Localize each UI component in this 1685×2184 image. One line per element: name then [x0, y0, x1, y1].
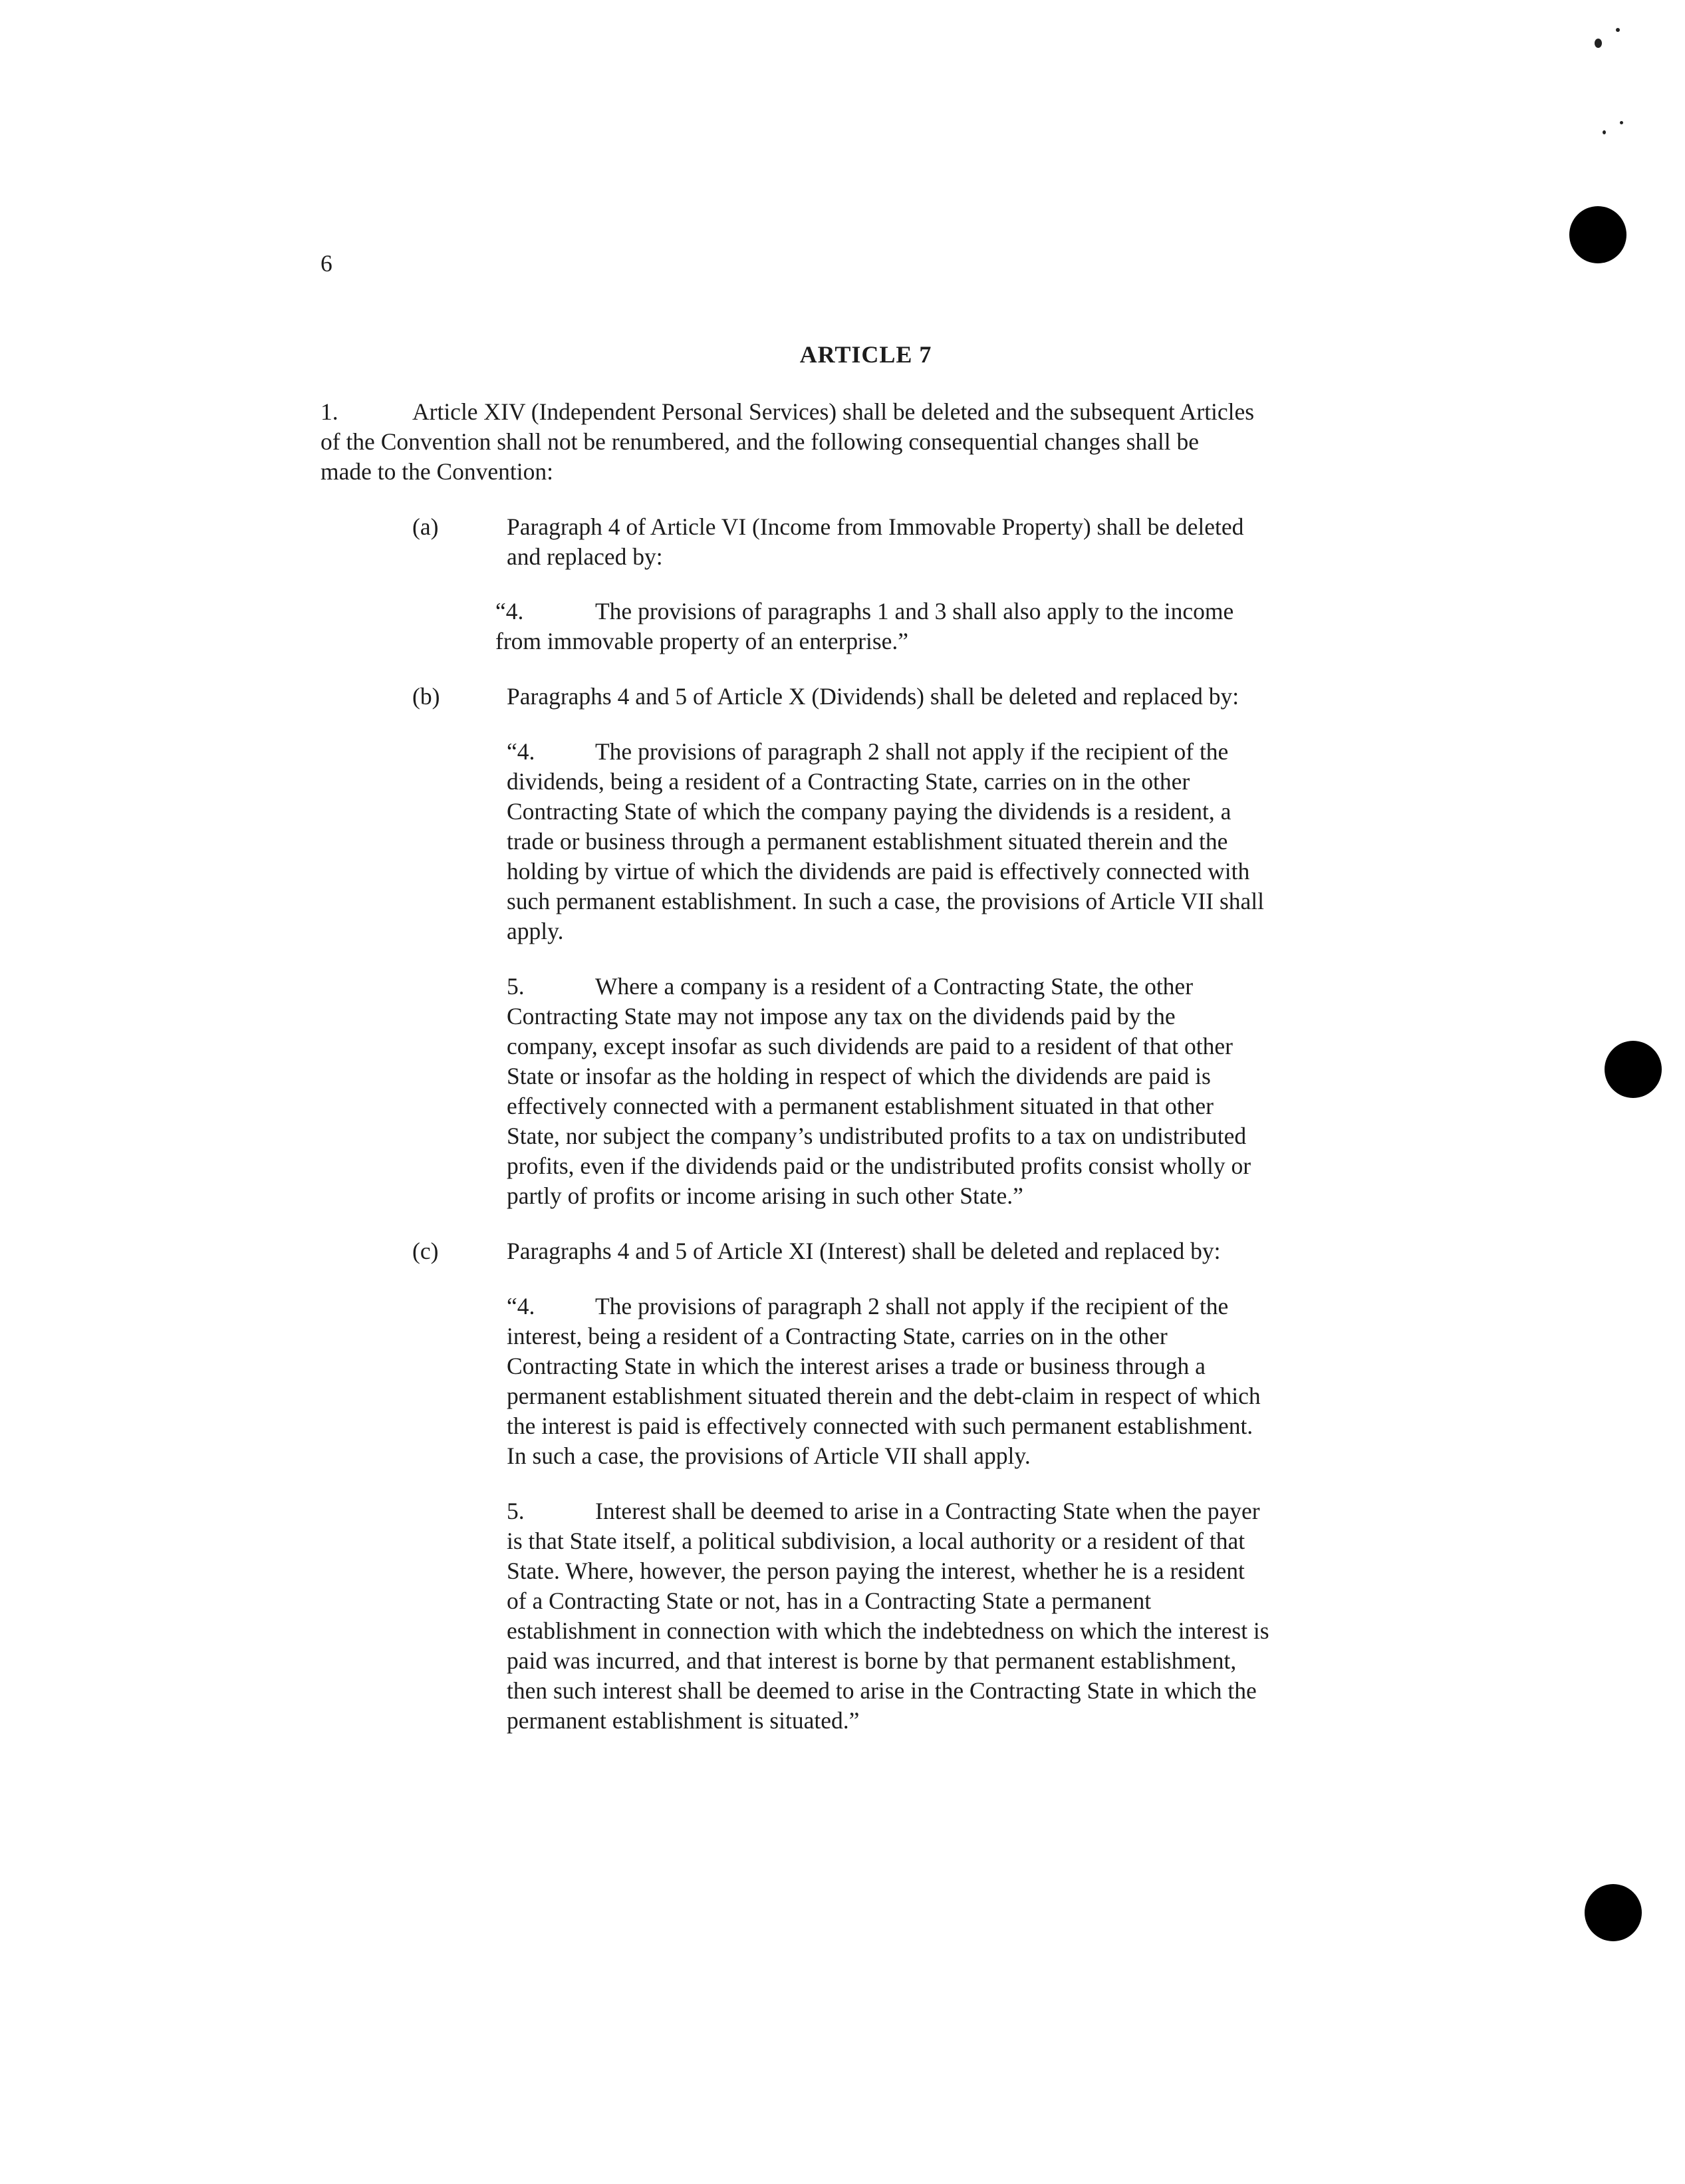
para-1-line: of the Convention shall not be renumbered, and the following consequential changes shall be	[321, 428, 1200, 455]
quote-b5-line: Where a company is a resident of a Contracting State, the other	[595, 973, 1194, 1000]
quote-b4-line: such permanent establishment. In such a case, the provisions of Article VII shall	[507, 888, 1264, 914]
quote-b5-line: State, nor subject the company’s undistributed profits to a tax on undistributed	[507, 1123, 1247, 1149]
quote-c4-line: The provisions of paragraph 2 shall not apply if the recipient of the	[595, 1293, 1229, 1319]
subpara-a-line: and replaced by:	[507, 543, 663, 570]
quote-c5-line: is that State itself, a political subdivision, a local authority or a resident of that	[507, 1528, 1245, 1554]
quote-b5-line: partly of profits or income arising in such other State.”	[507, 1182, 1023, 1209]
quote-c4-line: the interest is paid is effectively connected with such permanent establishment.	[507, 1413, 1253, 1439]
quote-b5-number: 5.	[507, 973, 525, 1000]
quote-b5-line: company, except insofar as such dividends are paid to a resident of that other	[507, 1033, 1233, 1059]
quote-c5-line: establishment in connection with which the indebtedness on which the interest is	[507, 1617, 1269, 1644]
quote-b5-line: State or insofar as the holding in respect of which the dividends are paid is	[507, 1063, 1211, 1089]
quote-b4-number: “4.	[507, 738, 535, 765]
scan-speck	[1620, 121, 1623, 124]
punch-hole-bottom	[1585, 1884, 1642, 1941]
quote-a4-number: “4.	[495, 598, 524, 624]
subpara-a-label: (a)	[412, 513, 439, 540]
quote-c4-line: interest, being a resident of a Contracting State, carries on in the other	[507, 1323, 1168, 1349]
subpara-b-line: Paragraphs 4 and 5 of Article X (Dividends) shall be deleted and replaced by:	[507, 683, 1239, 710]
subpara-c-line: Paragraphs 4 and 5 of Article XI (Interest) shall be deleted and replaced by:	[507, 1238, 1221, 1264]
quote-b4-line: Contracting State of which the company paying the dividends is a resident, a	[507, 798, 1231, 825]
scan-speck	[1616, 28, 1620, 32]
para-1-line: made to the Convention:	[321, 458, 554, 485]
quote-b4-line: dividends, being a resident of a Contracting State, carries on in the other	[507, 768, 1190, 795]
quote-c4-line: Contracting State in which the interest arises a trade or business through a	[507, 1353, 1206, 1379]
quote-c5-line: paid was incurred, and that interest is borne by that permanent establishment,	[507, 1647, 1237, 1674]
quote-c5-line: permanent establishment is situated.”	[507, 1707, 860, 1734]
quote-b5-line: profits, even if the dividends paid or the undistributed profits consist wholly or	[507, 1153, 1251, 1179]
quote-c4-number: “4.	[507, 1293, 535, 1319]
quote-c5-line: Interest shall be deemed to arise in a Contracting State when the payer	[595, 1498, 1260, 1524]
quote-b5-line: effectively connected with a permanent establishment situated in that other	[507, 1093, 1214, 1119]
subpara-a-line: Paragraph 4 of Article VI (Income from Immovable Property) shall be deleted	[507, 513, 1244, 540]
article-title: ARTICLE 7	[799, 341, 932, 368]
quote-c5-line: of a Contracting State or not, has in a Contracting State a permanent	[507, 1587, 1152, 1614]
quote-c5-line: then such interest shall be deemed to arise in the Contracting State in which the	[507, 1677, 1257, 1704]
quote-c5-number: 5.	[507, 1498, 525, 1524]
scan-speck	[1595, 39, 1602, 48]
punch-hole-top	[1569, 206, 1626, 263]
quote-b5-line: Contracting State may not impose any tax on the dividends paid by the	[507, 1003, 1176, 1029]
scan-speck	[1603, 130, 1606, 134]
quote-a4-line: from immovable property of an enterprise.”	[495, 628, 909, 654]
page-number: 6	[321, 250, 332, 277]
punch-hole-middle	[1605, 1041, 1662, 1098]
subpara-b-label: (b)	[412, 683, 440, 710]
quote-c4-line: permanent establishment situated therein and the debt-claim in respect of which	[507, 1383, 1261, 1409]
quote-c4-line: In such a case, the provisions of Article VII shall apply.	[507, 1442, 1031, 1469]
para-1-number: 1.	[321, 398, 338, 425]
quote-b4-line: The provisions of paragraph 2 shall not apply if the recipient of the	[595, 738, 1229, 765]
quote-c5-line: State. Where, however, the person paying the interest, whether he is a resident	[507, 1558, 1245, 1584]
quote-b4-line: trade or business through a permanent establishment situated therein and the	[507, 828, 1228, 855]
para-1-line: Article XIV (Independent Personal Services) shall be deleted and the subsequent Articles	[412, 398, 1255, 425]
quote-b4-line: apply.	[507, 918, 564, 944]
quote-a4-line: The provisions of paragraphs 1 and 3 shall also apply to the income	[595, 598, 1234, 624]
subpara-c-label: (c)	[412, 1238, 439, 1264]
quote-b4-line: holding by virtue of which the dividends are paid is effectively connected with	[507, 858, 1250, 885]
